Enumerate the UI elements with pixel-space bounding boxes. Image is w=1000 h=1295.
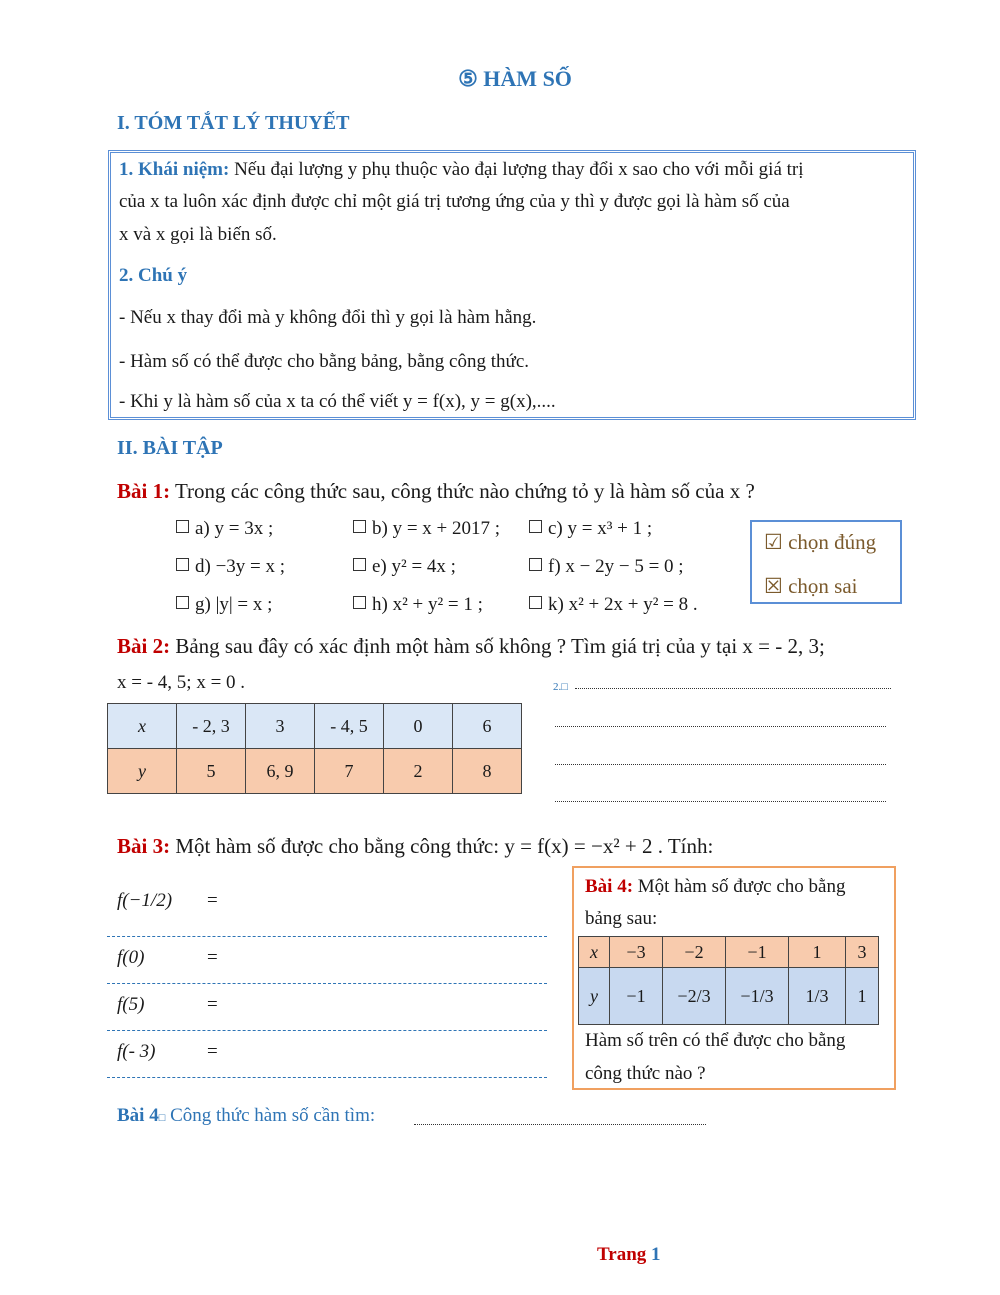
- option-d-label: d) −3y = x ;: [195, 556, 286, 577]
- footer-label: Trang: [597, 1244, 652, 1265]
- answer-line[interactable]: [414, 1124, 706, 1125]
- table-row-y: [579, 968, 879, 1025]
- option-a-label: a) y = 3x ;: [195, 518, 274, 539]
- table-cell: −1/3: [726, 968, 789, 1025]
- table-cell: −3: [610, 937, 663, 968]
- equals-sign: =: [207, 947, 218, 968]
- bai4-table: [578, 936, 879, 1025]
- bai4-answer-text: Công thức hàm số cần tìm:: [165, 1105, 376, 1126]
- table-cell: y: [579, 968, 610, 1025]
- concept-label: 1. Khái niệm:: [119, 159, 230, 180]
- option-c-label: c) y = x³ + 1 ;: [548, 518, 653, 539]
- equals-sign: =: [207, 1041, 218, 1062]
- table-cell: 7: [315, 749, 384, 794]
- answer-legend: [750, 520, 902, 604]
- option-k-label: k) x² + 2x + y² = 8 .: [548, 594, 698, 615]
- checkbox-icon[interactable]: [353, 558, 366, 571]
- table-cell: y: [108, 749, 177, 794]
- option-d[interactable]: [176, 556, 285, 578]
- section-theory-heading: I. TÓM TẮT LÝ THUYẾT: [117, 112, 350, 134]
- bai4-question-2: công thức nào ?: [585, 1063, 706, 1084]
- bai3-expr-1: f(−1/2): [117, 890, 173, 911]
- checkbox-icon[interactable]: [529, 596, 542, 609]
- concept-line-3: x và x gọi là biến số.: [119, 224, 277, 245]
- checkbox-icon[interactable]: [176, 558, 189, 571]
- note-1: - Nếu x thay đổi mà y không đổi thì y gọi là hàm hằng.: [119, 307, 537, 328]
- bai4-prompt: [585, 876, 845, 898]
- table-cell: 8: [453, 749, 522, 794]
- bai2-table: [107, 703, 522, 794]
- option-b-label: b) y = x + 2017 ;: [372, 518, 501, 539]
- bai1-label: Bài 1:: [117, 479, 171, 503]
- bai4-answer-label: Bài 4: [117, 1105, 159, 1126]
- equals-sign: =: [207, 890, 218, 911]
- answer-line[interactable]: [107, 936, 547, 937]
- answer-line[interactable]: [107, 1077, 547, 1078]
- option-f[interactable]: [529, 556, 684, 578]
- table-cell: - 4, 5: [315, 704, 384, 749]
- note-2: - Hàm số có thể được cho bằng bảng, bằng công thức.: [119, 351, 530, 372]
- table-cell: - 2, 3: [177, 704, 246, 749]
- bai2-text-2: x = - 4, 5; x = 0 .: [117, 672, 246, 693]
- bai3-expr-3: f(5): [117, 994, 145, 1015]
- concept-text-1: Nếu đại lượng y phụ thuộc vào đại lượng thay đổi x sao cho với mỗi giá trị: [229, 159, 804, 180]
- checkbox-icon[interactable]: [353, 520, 366, 533]
- answer-line[interactable]: [555, 726, 886, 727]
- page-title: ⑤ HÀM SỐ: [458, 66, 572, 91]
- table-row-y: [108, 749, 522, 794]
- bai1-text: Trong các công thức sau, công thức nào chứng tỏ y là hàm số của x ?: [170, 479, 755, 503]
- table-cell: 1: [789, 937, 846, 968]
- option-a[interactable]: [176, 518, 273, 540]
- answer-line[interactable]: [107, 1030, 547, 1031]
- option-h[interactable]: [353, 594, 483, 616]
- table-cell: −1: [726, 937, 789, 968]
- bai4-question-1: Hàm số trên có thể được cho bằng: [585, 1030, 846, 1051]
- section-exercises-heading: II. BÀI TẬP: [117, 437, 223, 459]
- answer-line[interactable]: [555, 801, 886, 802]
- table-cell: 1: [846, 968, 879, 1025]
- bai4-text-1: Một hàm số được cho bằng: [633, 876, 846, 897]
- table-cell: 6: [453, 704, 522, 749]
- checkbox-icon[interactable]: [353, 596, 366, 609]
- checkbox-icon[interactable]: [529, 520, 542, 533]
- table-cell: 3: [846, 937, 879, 968]
- option-k[interactable]: [529, 594, 698, 616]
- legend-wrong: ☒ chọn sai: [764, 574, 858, 598]
- table-cell: 2: [384, 749, 453, 794]
- bai4-label: Bài 4:: [585, 876, 634, 897]
- bai2-text: Bảng sau đây có xác định một hàm số không ? Tìm giá trị của y tại x = - 2, 3;: [170, 634, 825, 658]
- bai4-text-2: bảng sau:: [585, 908, 658, 929]
- answer-line[interactable]: [107, 983, 547, 984]
- checkbox-icon[interactable]: [176, 596, 189, 609]
- bai2-label: Bài 2:: [117, 634, 171, 658]
- option-e-label: e) y² = 4x ;: [372, 556, 456, 577]
- table-cell: 3: [246, 704, 315, 749]
- bai4-box: [572, 866, 896, 1090]
- bai3-text: Một hàm số được cho bằng công thức: y = f(x) = −x² + 2 . Tính:: [170, 834, 714, 858]
- bai4-answer-box: □: [158, 1112, 166, 1124]
- table-cell: −2/3: [663, 968, 726, 1025]
- page-number: 1: [651, 1244, 661, 1265]
- bai1-prompt: [117, 479, 755, 504]
- bai3-label: Bài 3:: [117, 834, 171, 858]
- bai4-answer-row: [117, 1105, 375, 1127]
- note-3: - Khi y là hàm số của x ta có thể viết y = f(x), y = g(x),....: [119, 391, 556, 412]
- equals-sign: =: [207, 994, 218, 1015]
- option-e[interactable]: [353, 556, 456, 578]
- concept-line-1: [119, 159, 804, 181]
- table-cell: x: [579, 937, 610, 968]
- theory-box: [108, 150, 916, 420]
- note-label: 2. Chú ý: [119, 265, 188, 286]
- table-row-x: [108, 704, 522, 749]
- option-f-label: f) x − 2y − 5 = 0 ;: [548, 556, 684, 577]
- bai2-prompt: [117, 634, 825, 659]
- bai3-prompt: [117, 834, 713, 859]
- option-c[interactable]: [529, 518, 652, 540]
- legend-correct: ☑ chọn đúng: [764, 530, 877, 554]
- checkbox-icon[interactable]: [176, 520, 189, 533]
- option-g[interactable]: [176, 594, 272, 616]
- table-row-x: [579, 937, 879, 968]
- checkbox-icon[interactable]: [529, 558, 542, 571]
- page-footer: [597, 1244, 661, 1266]
- answer-line[interactable]: [555, 764, 886, 765]
- table-cell: −1: [610, 968, 663, 1025]
- table-cell: 6, 9: [246, 749, 315, 794]
- table-cell: −2: [663, 937, 726, 968]
- option-g-label: g) |y| = x ;: [195, 594, 273, 615]
- bai3-expr-4: f(- 3): [117, 1041, 156, 1062]
- table-cell: 1/3: [789, 968, 846, 1025]
- answer-line[interactable]: [575, 688, 891, 689]
- option-b[interactable]: [353, 518, 500, 540]
- table-cell: x: [108, 704, 177, 749]
- option-h-label: h) x² + y² = 1 ;: [372, 594, 483, 615]
- bai3-expr-2: f(0): [117, 947, 145, 968]
- bai2-answer-prefix: 2.□: [553, 681, 568, 693]
- table-cell: 0: [384, 704, 453, 749]
- concept-line-2: của x ta luôn xác định được chỉ một giá trị tương ứng của y thì y được gọi là hàm số của: [119, 191, 790, 212]
- table-cell: 5: [177, 749, 246, 794]
